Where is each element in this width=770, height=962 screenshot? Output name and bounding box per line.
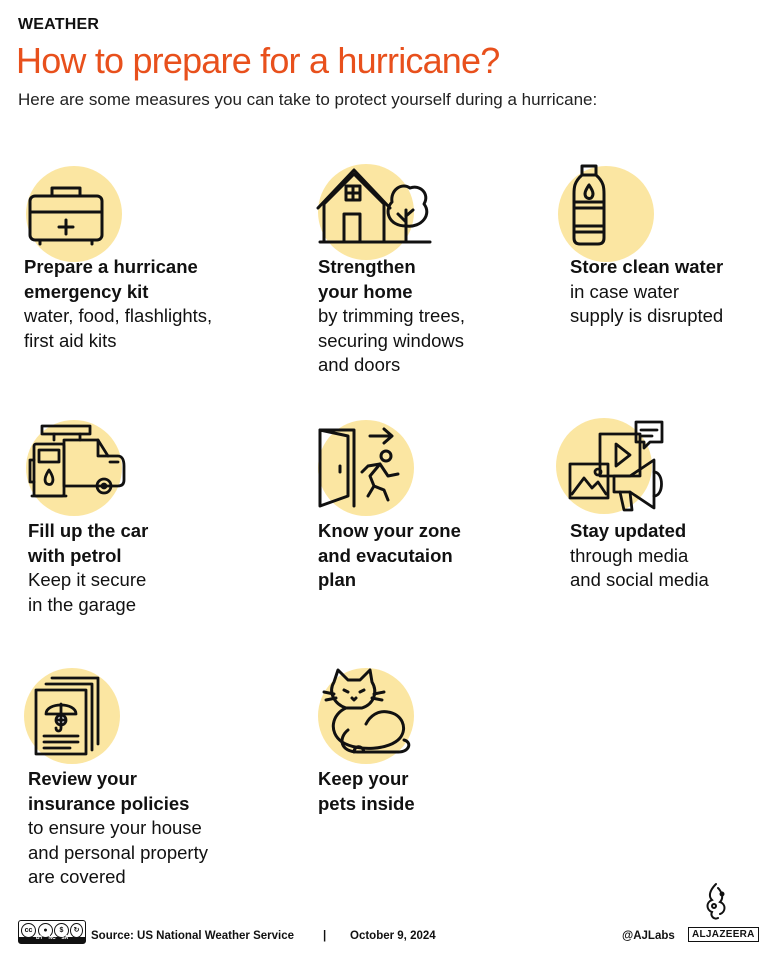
tip-body: through media bbox=[570, 544, 689, 566]
insurance-document-icon bbox=[28, 668, 138, 768]
tip-heading: Know your zone bbox=[318, 520, 461, 541]
tip-stay-updated bbox=[570, 420, 770, 600]
tip-heading: Prepare a hurricane bbox=[24, 256, 198, 277]
tip-heading: Stay updated bbox=[570, 520, 687, 541]
tip-heading: insurance policies bbox=[28, 792, 190, 814]
page-title: How to prepare for a hurricane? bbox=[16, 40, 500, 81]
tip-body: to ensure your house bbox=[28, 817, 202, 838]
tip-body: water, food, flashlights, bbox=[24, 305, 213, 326]
source-text: Source: US National Weather Service bbox=[91, 930, 295, 942]
tip-body: and social media bbox=[570, 569, 709, 590]
license-label: NC bbox=[48, 935, 56, 941]
tip-body: by trimming trees, bbox=[318, 305, 466, 326]
tip-heading: your home bbox=[318, 280, 413, 302]
tip-body: Keep it secure bbox=[28, 569, 147, 590]
tip-heading: and evacutaion bbox=[318, 544, 453, 566]
social-handle: @AJLabs bbox=[622, 930, 675, 942]
tip-pets-inside bbox=[318, 668, 568, 828]
tip-insurance bbox=[28, 668, 278, 888]
tip-body: supply is disrupted bbox=[570, 305, 724, 326]
tip-evacuation-plan bbox=[318, 420, 568, 600]
tip-clean-water bbox=[570, 160, 770, 340]
brand-wordmark: ALJAZEERA bbox=[688, 927, 759, 942]
tip-heading: emergency kit bbox=[24, 280, 149, 302]
tip-body: and doors bbox=[318, 354, 401, 375]
license-label: BY bbox=[36, 935, 43, 941]
tip-fill-car bbox=[28, 420, 278, 620]
tip-emergency-kit bbox=[24, 160, 274, 360]
house-tree-icon bbox=[318, 160, 428, 260]
creative-commons-icon: cc ● $ ↻ bbox=[18, 920, 86, 944]
tip-heading: Fill up the car bbox=[28, 520, 149, 541]
footer-separator: | bbox=[323, 930, 327, 942]
evacuation-exit-icon bbox=[318, 420, 428, 520]
tip-body: in the garage bbox=[28, 593, 137, 615]
tip-heading: plan bbox=[318, 569, 357, 590]
aljazeera-logo-icon bbox=[700, 882, 732, 922]
tip-heading: Review your bbox=[28, 768, 137, 789]
tip-body: are covered bbox=[28, 866, 126, 887]
tip-heading: Keep your bbox=[318, 768, 409, 789]
fuel-car-icon bbox=[28, 420, 138, 520]
cat-icon bbox=[318, 668, 428, 768]
footer bbox=[18, 920, 755, 954]
publish-date: October 9, 2024 bbox=[350, 930, 436, 942]
tip-heading: with petrol bbox=[28, 544, 122, 566]
tip-body: in case water bbox=[570, 280, 679, 302]
tip-body: first aid kits bbox=[24, 329, 117, 351]
tip-heading: Strengthen bbox=[318, 256, 416, 277]
tip-body: securing windows bbox=[318, 329, 465, 351]
tip-heading: pets inside bbox=[318, 792, 415, 814]
water-bottle-icon bbox=[570, 160, 680, 260]
page-subtitle: Here are some measures you can take to protect yourself during a hurricane: bbox=[18, 90, 598, 109]
first-aid-kit-icon bbox=[24, 160, 134, 260]
tip-strengthen-home bbox=[318, 160, 568, 380]
media-updates-icon bbox=[570, 420, 680, 520]
section-kicker: WEATHER bbox=[18, 16, 100, 33]
tip-body: and personal property bbox=[28, 841, 208, 863]
tip-heading: Store clean water bbox=[570, 256, 724, 277]
license-label: SA bbox=[61, 935, 69, 941]
